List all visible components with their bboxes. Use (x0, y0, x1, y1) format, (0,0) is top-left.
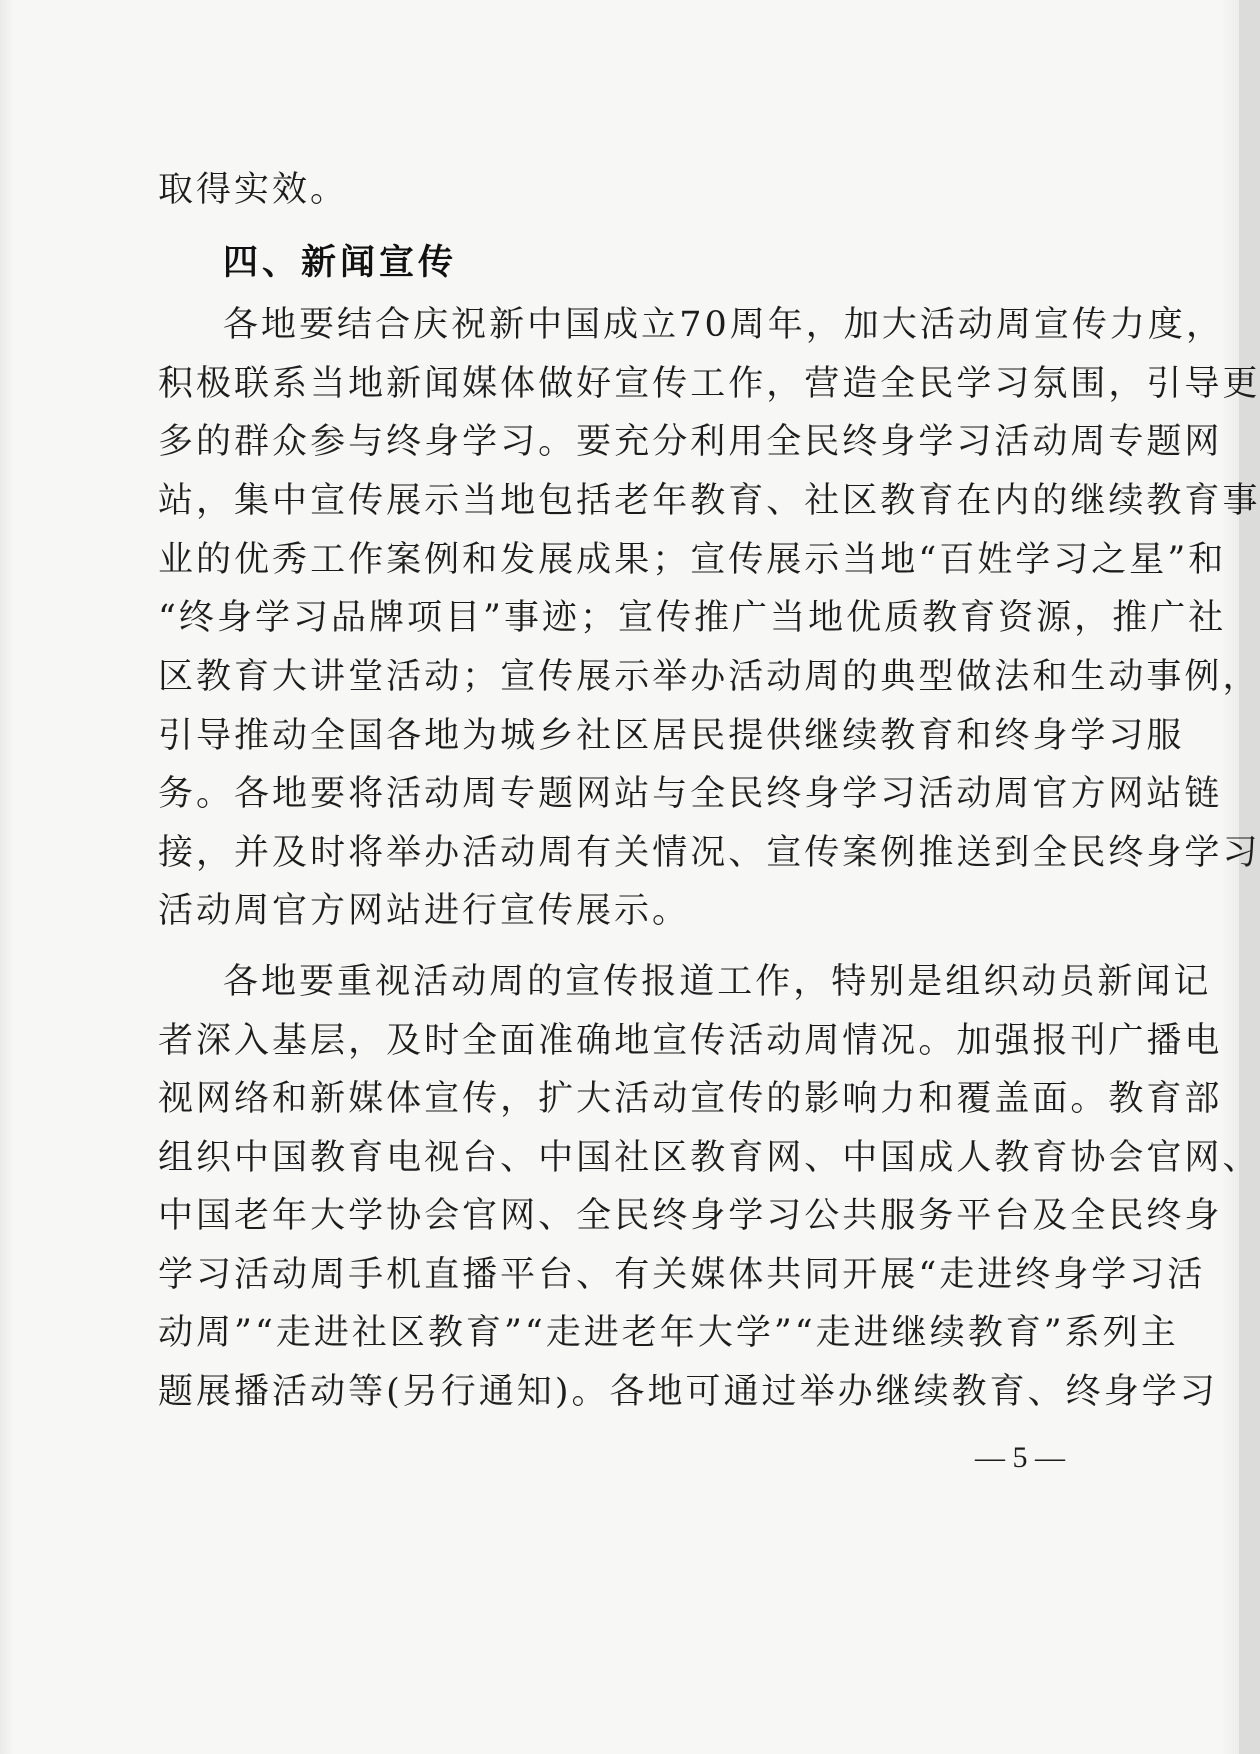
text-line-17: 中 国 老 年 大 学 协 会 官 网 、 全 民 终 身 学 习 公 共 服 务 平 台 及 全 民 终 身 (158, 1196, 1223, 1236)
text-line-14: 者 深 入 基 层 ， 及 时 全 面 准 确 地 宣 传 活 动 周 情 况 。 加 强 报 刊 广 播 电 (158, 1021, 1223, 1061)
text-line-5: 站 ， 集 中 宣 传 展 示 当 地 包 括 老 年 教 育 、 社 区 教 育 在 内 的 继 续 教 育 事 (158, 481, 1260, 521)
text-line-19: 动 周 ” “ 走 进 社 区 教 育 ” “ 走 进 老 年 大 学 ” “ 走 进 继 续 教 育 ” 系 列 主 (158, 1313, 1179, 1353)
page-number: — 5 — (975, 1441, 1065, 1474)
text-line-8: 区 教 育 大 讲 堂 活 动 ； 宣 传 展 示 举 办 活 动 周 的 典 型 做 法 和 生 动 事 例 ， (158, 657, 1260, 697)
text-line-1: 取得实效。 (158, 170, 349, 210)
text-line-18: 学 习 活 动 周 手 机 直 播 平 台 、 有 关 媒 体 共 同 开 展 “ 走 进 终 身 学 习 活 (158, 1255, 1206, 1295)
text-line-7: “ 终 身 学 习 品 牌 项 目 ” 事 迹 ； 宣 传 推 广 当 地 优 质 教 育 资 源 ， 推 广 社 (158, 598, 1227, 638)
text-line-6: 业 的 优 秀 工 作 案 例 和 发 展 成 果 ； 宣 传 展 示 当 地 “ 百 姓 学 习 之 星 ” 和 (158, 540, 1227, 580)
text-line-3: 积 极 联 系 当 地 新 闻 媒 体 做 好 宣 传 工 作 ， 营 造 全 民 学 习 氛 围 ， 引 导 更 (158, 364, 1260, 404)
text-line-15: 视 网 络 和 新 媒 体 宣 传 ， 扩 大 活 动 宣 传 的 影 响 力 和 覆 盖 面 。 教 育 部 (158, 1079, 1223, 1119)
section-heading: 四、新闻宣传 (223, 243, 458, 283)
text-line-11: 接 ， 并 及 时 将 举 办 活 动 周 有 关 情 况 、 宣 传 案 例 推 送 到 全 民 终 身 学 习 (158, 833, 1260, 873)
text-line-2: 各 地 要 结 合 庆 祝 新 中 国 成 立 7 0 周 年 ， 加 大 活 动 周 宣 传 力 度 ， (223, 305, 1224, 345)
text-line-12: 活动周官方网站进行宣传展示。 (158, 891, 691, 931)
text-line-20: 题 展 播 活 动 等 ( 另 行 通 知 ) 。 各 地 可 通 过 举 办 继 续 教 育 、 终 身 学 习 (158, 1372, 1218, 1412)
text-line-16: 组 织 中 国 教 育 电 视 台 、 中 国 社 区 教 育 网 、 中 国 成 人 教 育 协 会 官 网 、 (158, 1138, 1260, 1178)
text-line-13: 各 地 要 重 视 活 动 周 的 宣 传 报 道 工 作 ， 特 别 是 组 织 动 员 新 闻 记 (223, 962, 1212, 1002)
text-line-10: 务 。 各 地 要 将 活 动 周 专 题 网 站 与 全 民 终 身 学 习 活 动 周 官 方 网 站 链 (158, 774, 1223, 814)
text-line-4: 多 的 群 众 参 与 终 身 学 习 。 要 充 分 利 用 全 民 终 身 学 习 活 动 周 专 题 网 (158, 422, 1223, 462)
text-line-9: 引 导 推 动 全 国 各 地 为 城 乡 社 区 居 民 提 供 继 续 教 育 和 终 身 学 习 服 (158, 716, 1185, 756)
